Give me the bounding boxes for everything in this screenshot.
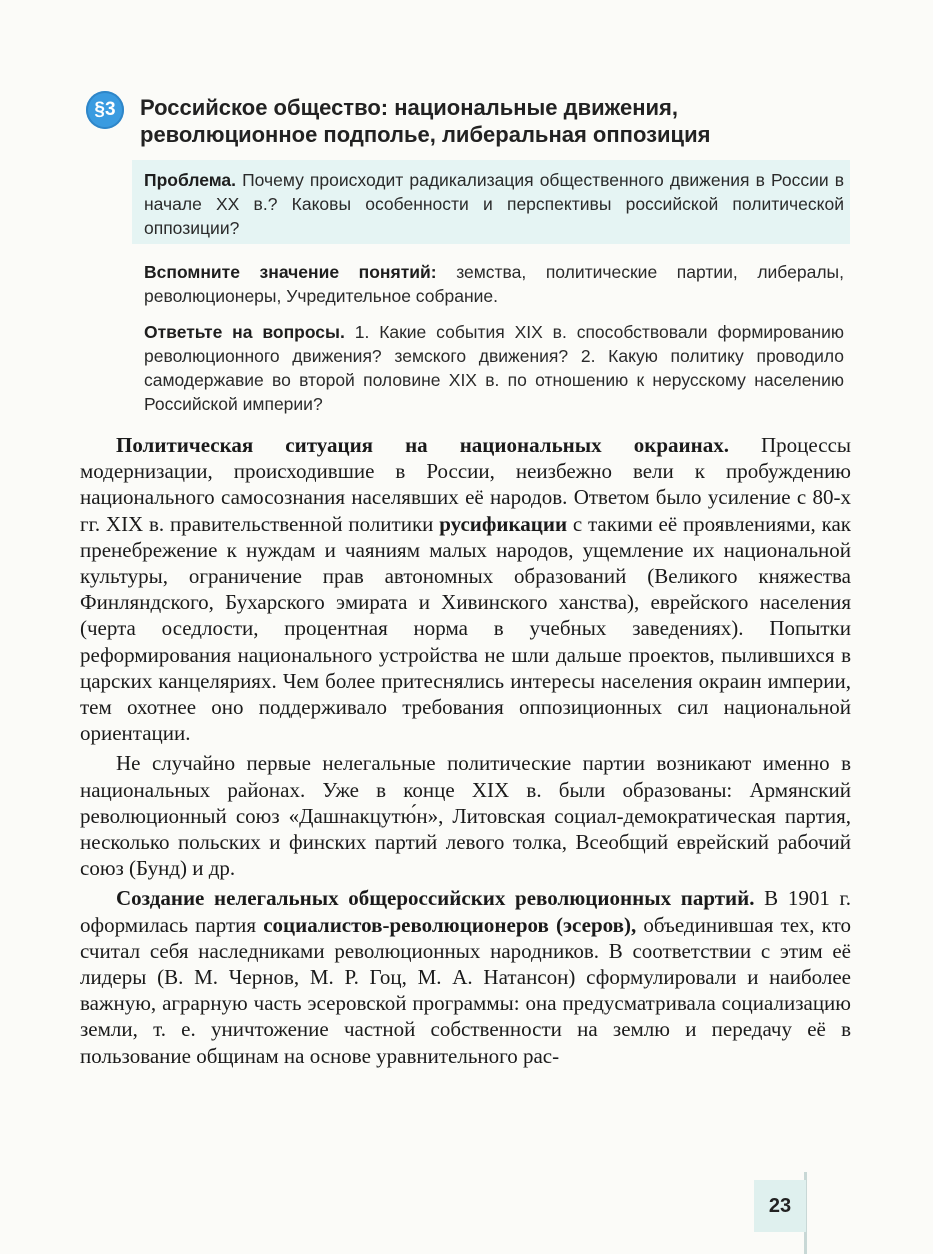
p1-text-a: Процессы модернизации, происходившие в России, неизбежно вели к пробуждению национального самосознания населявших её народов. Ответом было усиление с 80-х гг. XIX в. правительственной политики xyxy=(80,433,851,536)
questions-label: Ответьте на вопросы. xyxy=(144,322,345,342)
paragraph-3 xyxy=(80,885,851,1068)
remember-body: земства, политические партии, либералы, революционеры, Учредительное собрание. xyxy=(144,262,844,306)
questions-text xyxy=(144,320,844,416)
questions-body: 1. Какие события XIX в. способствовали формированию революционного движения? земского движения? 2. Какую политику проводило самодержавие во второй половине XIX в. по отношению к нерусскому населению Российской империи? xyxy=(144,322,844,414)
problem-body: Почему происходит радикализация общественного движения в России в начале XX в.? Каковы особенности и перспективы российской политической оппозиции? xyxy=(144,170,844,238)
main-text xyxy=(80,432,851,1073)
p1-text-b: с такими её проявлениями, как пренебрежение к нуждам и чаяниям малых народов, ущемление их национальной культуры, ограничение прав автономных образований (Великого княжества Финляндского, Бухарского эмирата и Хивинского ханства), еврейского населения (черта оседлости, процентная норма в учебных заведениях). Попытки реформирования национального устройства не шли дальше проектов, пылившихся в царских канцеляриях. Чем более притеснялись интересы населения окраин империи, тем охотнее оно поддерживало требования оппозиционных сил национальной ориентации. xyxy=(80,511,851,746)
problem-text xyxy=(144,168,844,240)
paragraph-2: Не случайно первые нелегальные политические партии возникают именно в национальных районах. Уже в конце XIX в. были образованы: Армянский революционный союз «Дашнакцутю́н», Литовская социал-демократическая партия, несколько польских и финских партий левого толка, Всеобщий еврейский рабочий союз (Бунд) и др. xyxy=(80,751,851,881)
p3-text-a: В 1901 г. оформилась партия xyxy=(80,886,851,937)
p3-text-b: объединившая тех, кто считал себя наследниками революционных народников. В соответствии с этим её лидеры (В. М. Чернов, М. Р. Гоц, М. А. Натансон) сформулировали и наиболее важную, аграрную часть эсеровской программы: она предусматривала социализацию земли, т. е. уничтожение частной собственности на землю и передачу её в пользование общинам на основе уравнительного рас- xyxy=(80,912,852,1068)
remember-text xyxy=(144,260,844,308)
p1-heading: Политическая ситуация на национальных окраинах. xyxy=(116,433,729,457)
paragraph-1 xyxy=(80,432,851,746)
problem-label: Проблема. xyxy=(144,170,237,190)
page-number: 23 xyxy=(754,1180,806,1232)
intro-block xyxy=(132,160,850,448)
p3-term: социалистов-революционеров (эсеров), xyxy=(263,912,637,937)
p1-term: русификации xyxy=(439,511,568,536)
section-number-badge: §3 xyxy=(86,91,124,129)
remember-label: Вспомните значение понятий: xyxy=(144,262,437,282)
p3-heading: Создание нелегальных общероссийских революционных партий. xyxy=(116,886,755,911)
section-title: Российское общество: национальные движения, революционное подполье, либеральная оппозиция xyxy=(140,95,711,147)
